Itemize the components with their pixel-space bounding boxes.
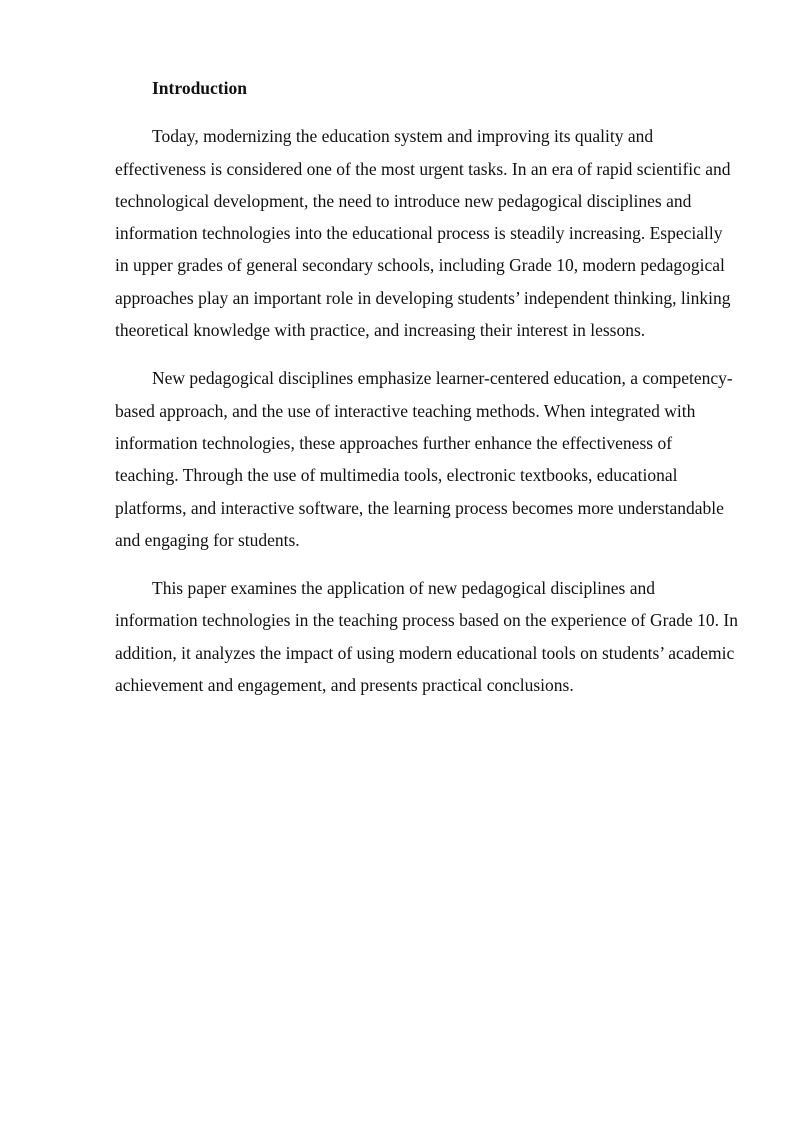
- paragraph-3: This paper examines the application of new pedagogical disciplines and information technologies in the teaching process based on the experience of Grade 10. In addition, it analyzes the impact of using modern educational tools on students’ academic achievement and engagement, and presents practical conclusions.: [115, 578, 738, 696]
- document-body: [115, 72, 740, 717]
- section-heading: Introduction: [152, 78, 247, 98]
- paragraph-2: New pedagogical disciplines emphasize learner-centered education, a competency-based approach, and the use of interactive teaching methods. When integrated with information technologies, these approaches further enhance the effectiveness of teaching. Through the use of multimedia tools, electronic textbooks, educational platforms, and interactive software, the learning process becomes more understandable and engaging for students.: [115, 368, 733, 550]
- paragraph-1: Today, modernizing the education system and improving its quality and effectiveness is considered one of the most urgent tasks. In an era of rapid scientific and technological development, the need to introduce new pedagogical disciplines and information technologies into the educational process is steadily increasing. Especially in upper grades of general secondary schools, including Grade 10, modern pedagogical approaches play an important role in developing students’ independent thinking, linking theoretical knowledge with practice, and increasing their interest in lessons.: [115, 126, 731, 341]
